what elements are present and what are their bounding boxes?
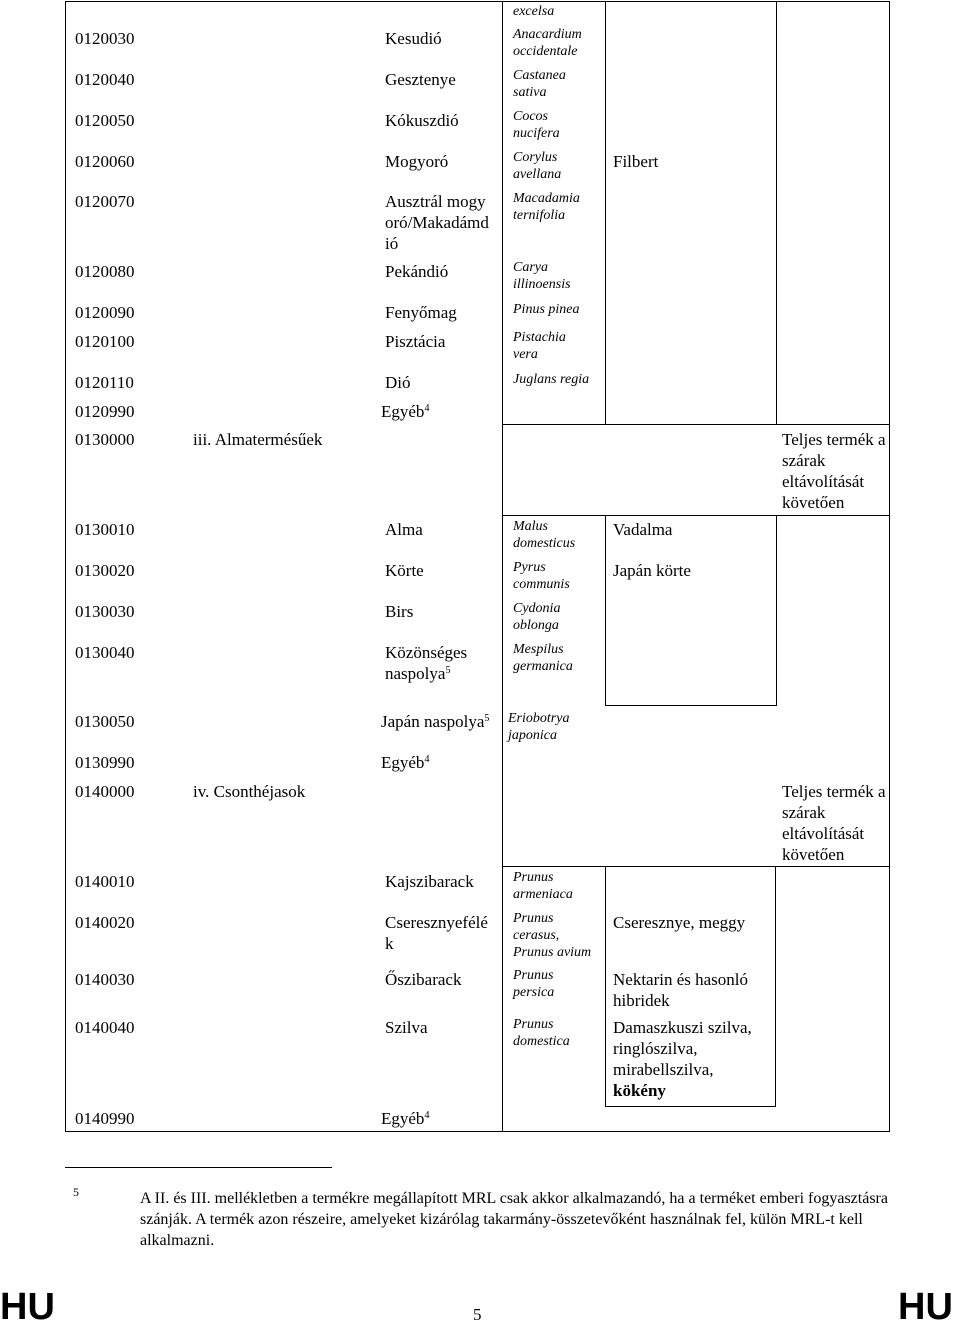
commodity-table (65, 1, 890, 1132)
scientific-name: Pistachia vera (513, 330, 566, 362)
commodity-name: Cseresznyefélék (385, 913, 488, 953)
commodity-code: 0140020 (75, 913, 135, 932)
scientific-name: Pyrus communis (513, 560, 570, 592)
group-code: 0130000 (75, 430, 135, 449)
commodity-code: 0140040 (75, 1018, 135, 1037)
commodity-name: Mogyoró (385, 152, 449, 171)
table-rule (605, 1106, 776, 1107)
table-rule (502, 515, 890, 516)
commodity-name: Pekándió (385, 262, 449, 281)
commodity-code: 0120070 (75, 192, 135, 211)
commodity-code: 0140990 (75, 1109, 135, 1128)
commodity-note: Vadalma (613, 520, 673, 539)
table-rule (776, 1, 777, 424)
commodity-code: 0130030 (75, 602, 135, 621)
commodity-name: Közönséges naspolya$^5$ (385, 643, 468, 683)
scientific-name: Prunus persica (513, 968, 555, 1000)
scientific-name: Carya illinoensis (513, 260, 571, 292)
commodity-name: Birs (385, 602, 414, 621)
language-code-left: HU (0, 1286, 55, 1328)
scientific-name: Macadamia ternifolia (513, 191, 580, 223)
footnote-ref: 4 (424, 754, 430, 765)
footnote-ref: 5 (445, 665, 451, 676)
footnote-separator (65, 1167, 332, 1168)
commodity-name: Japán naspolya$^5$ (381, 712, 490, 731)
table-rule (605, 515, 606, 705)
commodity-code: 0120030 (75, 29, 135, 48)
scientific-name: Cocos nucifera (513, 109, 560, 141)
commodity-name: Ausztrál mogyoró/Makadámdió (385, 192, 489, 253)
group-code: 0140000 (75, 782, 135, 801)
footnote-ref: 4 (424, 1110, 430, 1121)
table-rule (605, 705, 777, 706)
scientific-name: Mespilus germanica (513, 642, 573, 674)
commodity-note: Cseresznye, meggy (613, 913, 746, 932)
commodity-note: Damaszkuszi szilva, ringlószilva, mirabellszilva, kökény (613, 1018, 752, 1100)
commodity-code: 0120110 (75, 373, 134, 392)
scientific-name: Anacardium occidentale (513, 27, 582, 59)
scientific-name: Castanea sativa (513, 68, 566, 100)
commodity-name: Dió (385, 373, 411, 392)
commodity-code: 0120080 (75, 262, 135, 281)
commodity-code: 0130040 (75, 643, 135, 662)
commodity-code: 0130020 (75, 561, 135, 580)
commodity-name: Egyéb$^4$ (381, 753, 430, 772)
table-rule (502, 866, 890, 867)
footnote-mark: 5 (73, 1185, 79, 1199)
scientific-name: Prunus armeniaca (513, 870, 573, 902)
commodity-name: Kesudió (385, 29, 442, 48)
scientific-name: Eriobotrya japonica (508, 711, 570, 743)
commodity-code: 0130050 (75, 712, 135, 731)
commodity-name: Fenyőmag (385, 303, 457, 322)
commodity-code: 0130990 (75, 753, 135, 772)
group-title: iv. Csonthéjasok (193, 782, 306, 801)
group-comment: Teljes termék a szárak eltávolítását követően (782, 782, 886, 864)
commodity-code: 0120060 (75, 152, 135, 171)
scientific-name: Cydonia oblonga (513, 601, 561, 633)
language-code-right: HU (898, 1286, 953, 1328)
commodity-code: 0120050 (75, 111, 135, 130)
commodity-note-bold: kökény (613, 1081, 666, 1100)
table-rule (776, 515, 777, 705)
commodity-name: Őszibarack (385, 970, 462, 989)
commodity-code: 0120990 (75, 402, 135, 421)
footnote-text: A II. és III. mellékletben a termékre megállapított MRL csak akkor alkalmazandó, ha a terméket emberi fogyasztásra szánják. A termék azon részeire, amelyeket kizárólag takarmány-összetevőként használnak fel, külön MRL-t kell alkalmazni. (140, 1190, 888, 1249)
commodity-code: 0120040 (75, 70, 135, 89)
commodity-note: Filbert (613, 152, 659, 171)
footnote-ref: 4 (424, 403, 430, 414)
page-number: 5 (473, 1305, 482, 1324)
commodity-name: Pisztácia (385, 332, 446, 351)
commodity-code: 0130010 (75, 520, 135, 539)
scientific-name: Pinus pinea (513, 302, 580, 317)
commodity-name: Kajszibarack (385, 872, 474, 891)
commodity-code: 0140030 (75, 970, 135, 989)
commodity-note: Japán körte (613, 561, 691, 580)
commodity-name: Alma (385, 520, 423, 539)
commodity-code: 0140010 (75, 872, 135, 891)
commodity-name: Egyéb$^4$ (381, 402, 430, 421)
table-rule (502, 1, 503, 1132)
table-rule (605, 1, 606, 424)
scientific-name: Juglans regia (513, 372, 590, 387)
commodity-name: Gesztenye (385, 70, 456, 89)
commodity-name: Szilva (385, 1018, 428, 1037)
table-rule (775, 866, 776, 1106)
commodity-code: 0120090 (75, 303, 135, 322)
commodity-name: Kókuszdió (385, 111, 459, 130)
group-comment: Teljes termék a szárak eltávolítását követően (782, 430, 886, 512)
scientific-name: Prunus cerasus, Prunus avium (513, 911, 592, 960)
scientific-name: Malus domesticus (513, 519, 576, 551)
commodity-code: 0120100 (75, 332, 135, 351)
commodity-name: Körte (385, 561, 424, 580)
footnote-ref: 5 (484, 713, 490, 724)
scientific-name: excelsa (513, 4, 555, 19)
scientific-name: Corylus avellana (513, 150, 562, 182)
table-rule (605, 866, 606, 1106)
table-rule (502, 424, 890, 425)
scientific-name: Prunus domestica (513, 1017, 570, 1049)
commodity-note: Nektarin és hasonló hibridek (613, 970, 749, 1010)
group-title: iii. Almatermésűek (193, 430, 323, 449)
commodity-name: Egyéb$^4$ (381, 1109, 430, 1128)
